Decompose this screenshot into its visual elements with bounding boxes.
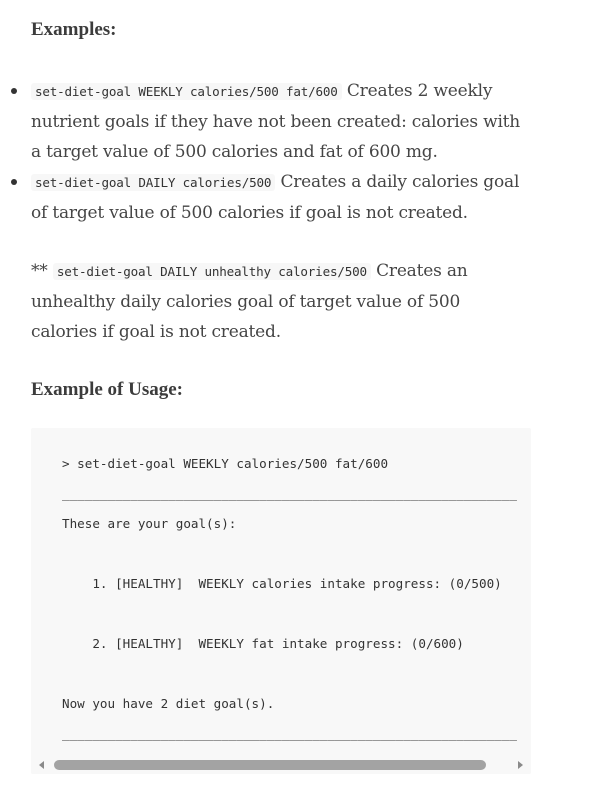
code-line: ____________________________________________________________ bbox=[62, 486, 517, 501]
examples-list bbox=[31, 76, 531, 228]
example-description: Creates 2 weekly nutrient goals if they have not been created: calories with a target value of 500 calories and fat of 600 mg. bbox=[31, 81, 521, 162]
code-line: 1. [HEALTHY] WEEKLY calories intake progress: (0/500) bbox=[62, 576, 502, 591]
bullet-icon bbox=[11, 179, 17, 185]
example-item-daily bbox=[31, 167, 531, 228]
scrollbar-thumb[interactable] bbox=[54, 760, 486, 770]
scroll-right-icon[interactable] bbox=[518, 761, 523, 769]
code-line: > set-diet-goal WEEKLY calories/500 fat/600 bbox=[62, 456, 389, 471]
usage-heading: Example of Usage: bbox=[31, 379, 183, 400]
code-line: 2. [HEALTHY] WEEKLY fat intake progress: (0/600) bbox=[62, 636, 464, 651]
unhealthy-note bbox=[31, 256, 531, 347]
usage-code-block[interactable] bbox=[31, 428, 531, 774]
example-item-weekly bbox=[31, 76, 531, 167]
usage-code bbox=[62, 449, 517, 749]
code-line: ____________________________________________________________ bbox=[62, 726, 517, 741]
examples-heading: Examples: bbox=[31, 19, 117, 40]
code-line: Now you have 2 diet goal(s). bbox=[62, 696, 275, 711]
horizontal-scrollbar[interactable] bbox=[31, 757, 531, 774]
code-line: These are your goal(s): bbox=[62, 516, 237, 531]
scroll-left-icon[interactable] bbox=[39, 761, 44, 769]
example-description: Creates a daily calories goal of target value of 500 calories if goal is not created. bbox=[31, 172, 520, 223]
note-description: Creates an unhealthy daily calories goal of target value of 500 calories if goal is not created. bbox=[31, 261, 468, 342]
note-command: set-diet-goal DAILY unhealthy calories/500 bbox=[53, 263, 371, 280]
note-prefix: ** bbox=[31, 261, 53, 281]
bullet-icon bbox=[11, 88, 17, 94]
example-command: set-diet-goal DAILY calories/500 bbox=[31, 174, 275, 191]
example-command: set-diet-goal WEEKLY calories/500 fat/600 bbox=[31, 83, 342, 100]
